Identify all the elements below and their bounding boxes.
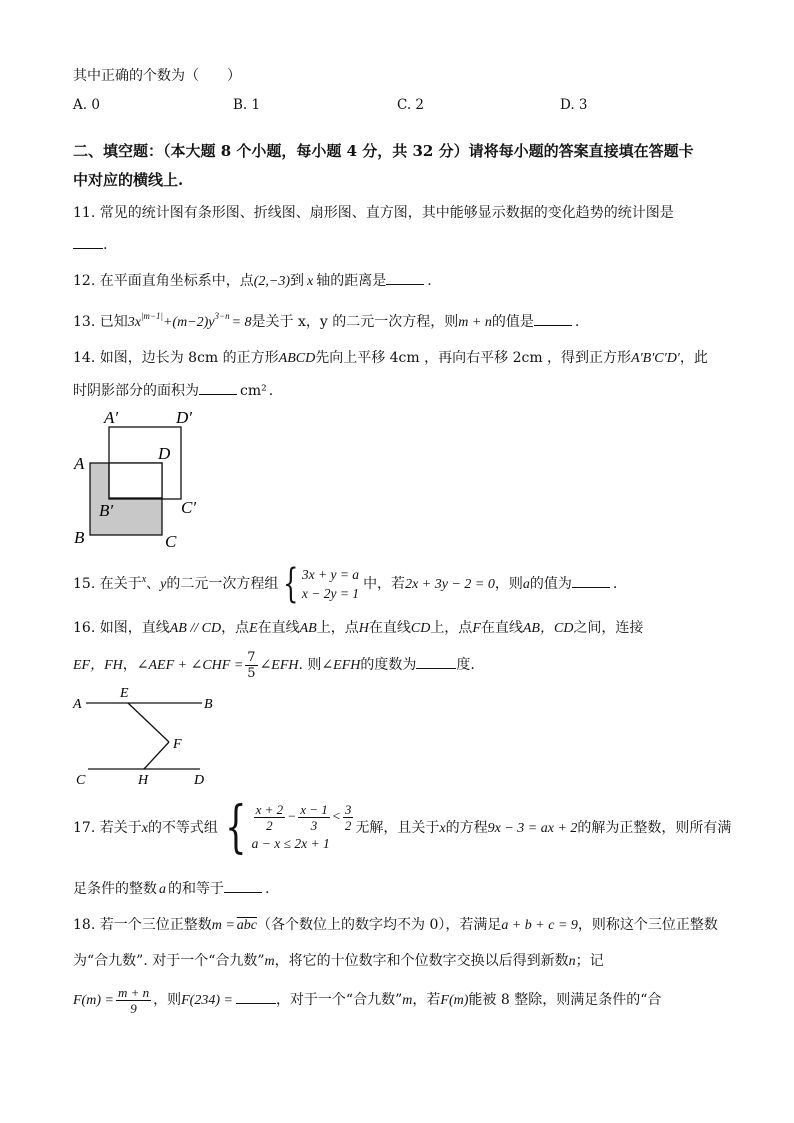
q14-text: 时阴影部分的面积为 [73, 383, 199, 399]
question-18-cont [73, 951, 604, 972]
denominator: 3 [310, 817, 318, 833]
q17-text: 足条件的整数 [73, 881, 157, 897]
q15-text: 的值为 [529, 576, 572, 592]
label-a-prime: A′ [104, 408, 119, 427]
q18-text: ，则 [153, 992, 182, 1008]
question-11-cont [73, 234, 107, 255]
section-title: 二、填空题：（本大题 8 个小题，每小题 4 分，共 32 分）请将每小题的答案直接填在答题卡 [73, 142, 694, 160]
q18-var: m [264, 954, 275, 969]
q16-text: ， [122, 657, 137, 673]
equation-system [302, 565, 359, 603]
q18-text: 能被 8 整除，则满足条件的“合 [468, 992, 662, 1008]
q16-text: 16. 如图，直线 [73, 620, 170, 636]
period: . [265, 881, 270, 897]
q17-equation: 9x − 3 = ax + 2 [487, 821, 578, 836]
question-16 [73, 618, 643, 639]
equation-1: 3x + y = a [301, 567, 360, 582]
q14-square: A′B′C′D′ [631, 351, 680, 366]
label-b: B [204, 697, 213, 712]
q16-text: 上，点 [316, 620, 359, 636]
q18-text: 18. 若一个三位正整数 [73, 917, 212, 933]
label-a: A [74, 454, 85, 473]
q18-condition: a + b + c = 9 [501, 918, 578, 933]
numerator: 7 [247, 649, 256, 665]
answer-blank [416, 654, 456, 669]
period: . [574, 314, 580, 330]
q16-point: F [472, 621, 481, 636]
q13-eq: +(m−2)y [162, 315, 215, 330]
q12-text: 到 [290, 273, 304, 289]
question-18 [73, 915, 718, 936]
q16-text: 在直线 [480, 620, 523, 636]
q16-text: 上，点 [430, 620, 473, 636]
answer-blank [386, 270, 424, 285]
q17-var: x [439, 821, 446, 836]
label-h: H [138, 773, 149, 788]
q18-overline-abc: $\overline{abc}$ [236, 918, 257, 933]
q16-angle-sum: ∠AEF + ∠CHF = [136, 658, 244, 673]
q14-unit: cm² [240, 383, 267, 399]
option-d: D. 3 [560, 97, 588, 113]
q15-var: x [141, 574, 147, 585]
q18-function: F(234) = [181, 993, 233, 1008]
inequality-system [252, 802, 356, 855]
label-b-prime: B′ [99, 501, 114, 520]
q18-var: n [568, 954, 576, 969]
q18-eq: m = [211, 918, 235, 933]
question-12 [73, 270, 432, 292]
q13-eq: = 8 [231, 315, 252, 330]
q15-text: 、 [146, 576, 161, 592]
question-10-stem: 其中正确的个数为（ ） [73, 68, 241, 84]
q18-text: 为“合九数”. 对于一个“合九数” [73, 953, 265, 969]
fraction [343, 802, 354, 833]
question-15 [73, 562, 617, 608]
label-d: D [194, 773, 205, 788]
q16-angle: ∠EFH [259, 658, 299, 673]
period: . [427, 273, 432, 289]
answer-blank [224, 878, 262, 893]
q17-var: a [159, 882, 166, 897]
numerator: x + 2 [255, 801, 284, 817]
q18-text: ，若 [412, 992, 441, 1008]
q15-text: ，则 [494, 576, 523, 592]
label-c: C [165, 532, 177, 551]
fraction [254, 802, 286, 833]
q16-text: 度. [456, 657, 475, 673]
question-11: 11. 常见的统计图有条形图、折线图、扇形图、直方图，其中能够显示数据的变化趋势的统计图是 [73, 205, 674, 221]
fraction-m-plus-n-over-9 [116, 985, 151, 1016]
question-17-cont [73, 878, 269, 900]
q15-text: 中，若 [363, 576, 406, 592]
equation-2: x − 2y = 1 [301, 586, 360, 601]
denominator: 5 [247, 665, 256, 681]
numerator: 3 [344, 801, 352, 817]
q12-point: (2,−3) [253, 274, 290, 289]
q16-text: ，点 [221, 620, 250, 636]
q18-text: ；记 [575, 953, 604, 969]
answer-blank [534, 311, 572, 326]
q15-condition: 2x + 3y − 2 = 0 [405, 577, 495, 592]
question-18-cont-2 [73, 980, 661, 1021]
q16-text: . 则 [298, 657, 322, 673]
inequality-1 [252, 802, 356, 833]
numerator: m + n [117, 984, 150, 1000]
label-c: C [76, 773, 86, 788]
period: . [103, 237, 108, 253]
period: . [268, 383, 274, 399]
q17-text: 的不等式组 [147, 820, 218, 836]
denominator: 2 [344, 817, 352, 833]
q17-text: 无解，且关于 [355, 820, 440, 836]
question-14 [73, 348, 708, 369]
q18-function: F(m) [440, 993, 469, 1008]
period: . [612, 576, 618, 592]
less-than-sign: < [331, 808, 341, 824]
q16-parallel: AB // CD [169, 621, 222, 636]
fraction-seven-fifths [245, 650, 257, 681]
q13-exp: 3−n [214, 311, 230, 321]
denominator: 9 [130, 1000, 137, 1016]
label-f: F [173, 737, 182, 752]
q16-angle: ∠EFH [321, 658, 361, 673]
q16-point: H [358, 621, 369, 636]
q18-text: （各个数位上的数字均不为 0），若满足 [257, 917, 502, 933]
segment-ef [128, 703, 169, 742]
system-brace: { [283, 561, 299, 607]
q13-text: 13. 已知 [73, 314, 128, 330]
q17-text: 的方程 [445, 820, 488, 836]
system-brace: { [225, 795, 247, 860]
q15-var: y [160, 577, 167, 592]
q14-square: ABCD [278, 351, 316, 366]
denominator: 2 [266, 817, 273, 833]
q15-text: 15. 在关于 [73, 576, 142, 592]
answer-blank [572, 573, 610, 588]
q14-text: 14. 如图，边长为 8cm 的正方形 [73, 350, 279, 366]
label-e: E [120, 686, 129, 701]
option-b: B. 1 [233, 97, 261, 113]
q16-line: AB，CD [522, 621, 574, 636]
overlap-unshaded [109, 463, 162, 498]
q17-text: 的和等于 [168, 881, 224, 897]
q12-text: 12. 在平面直角坐标系中，点 [73, 273, 254, 289]
q16-text: 之间，连接 [573, 620, 644, 636]
q18-text: ，将它的十位数字和个位数字交换以后得到新数 [274, 953, 569, 969]
q17-text: 17. 若关于 [73, 820, 142, 836]
q13-text: 的值是 [491, 314, 534, 330]
q12-text: 轴的距离是 [316, 273, 387, 289]
q13-eq: 3x [127, 315, 141, 330]
answer-blank [73, 234, 103, 249]
q14-text: 先向上平移 4cm ，再向右平移 2cm ，得到正方形 [315, 350, 632, 366]
label-d: D [158, 444, 171, 463]
q17-var: x [141, 821, 148, 836]
numerator: x − 1 [300, 801, 328, 817]
option-a: A. 0 [73, 97, 100, 113]
q13-exp: |m−1| [140, 311, 163, 321]
q12-var: x [307, 274, 314, 289]
question-17 [73, 795, 732, 860]
answer-blank [199, 380, 237, 395]
label-d-prime: D′ [176, 408, 192, 427]
q16-text: 的度数为 [360, 657, 417, 673]
q13-expr: m + n [458, 315, 492, 330]
q17-text: 的解为正整数，则所有满 [577, 820, 732, 836]
q18-var: m [402, 993, 413, 1008]
q14-text: ，此 [679, 350, 708, 366]
q16-text: 在直线 [257, 620, 300, 636]
q18-text: ，则称这个三位正整数 [577, 917, 718, 933]
q16-segments: EF，FH [73, 658, 123, 673]
q16-line: CD [410, 621, 431, 636]
q16-text: 在直线 [368, 620, 411, 636]
label-b: B [74, 528, 85, 547]
square-translation-figure [70, 403, 210, 553]
label-c-prime: C′ [181, 498, 197, 517]
q16-point: E [249, 621, 258, 636]
q13-text: 是关于 x，y 的二元一次方程，则 [251, 314, 459, 330]
label-a: A [73, 697, 82, 712]
q18-text: ，对于一个“合九数” [275, 992, 403, 1008]
q16-line: AB [299, 621, 317, 636]
q15-text: 的二元一次方程组 [166, 576, 279, 592]
inequality-2: a − x ≤ 2x + 1 [251, 835, 330, 851]
q18-function: F(m) = [73, 993, 114, 1008]
minus-sign: − [287, 808, 297, 824]
question-13 [73, 311, 579, 333]
answer-blank [236, 989, 276, 1004]
option-c: C. 2 [397, 97, 425, 113]
segment-fh [144, 742, 169, 769]
question-14-cont [73, 380, 273, 401]
parallel-lines-figure [68, 684, 218, 789]
fraction [298, 802, 330, 833]
section-title-cont: 中对应的横线上. [73, 171, 184, 189]
q15-var: a [522, 577, 530, 592]
question-16-cont [73, 645, 475, 686]
